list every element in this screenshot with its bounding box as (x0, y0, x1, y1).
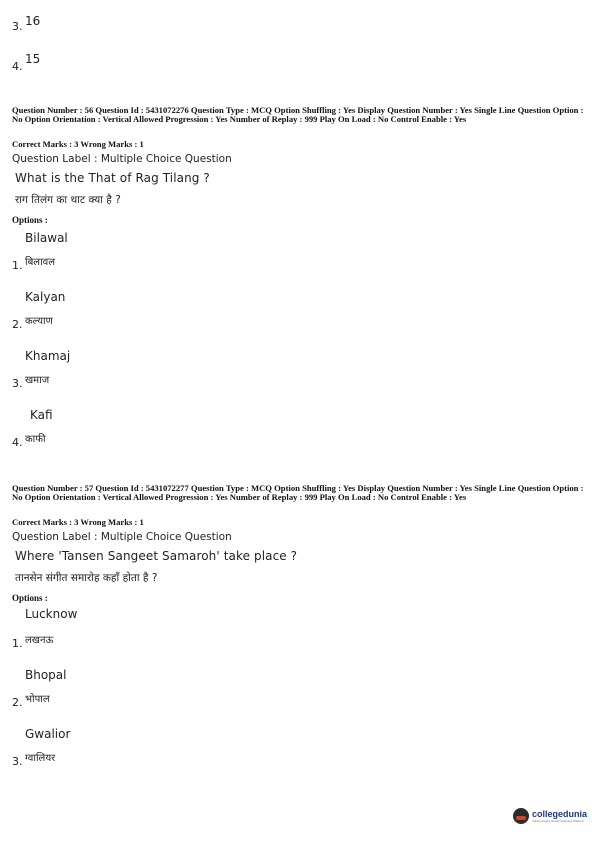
q57-option-1-hi: लखनऊ (25, 635, 54, 646)
question-56-hindi: राग तिलंग का थाट क्या है ? (15, 194, 121, 206)
q56-option-2-hi: कल्याण (25, 316, 53, 327)
q56-option-3-number[interactable]: 3. (12, 377, 23, 390)
q57-option-3-en: Gwalior (25, 727, 71, 741)
q56-option-2-number[interactable]: 2. (12, 318, 23, 331)
prev-option-4-value: 15 (25, 52, 41, 66)
q56-option-4-number[interactable]: 4. (12, 436, 23, 449)
question-57-options-heading: Options : (12, 593, 48, 603)
q56-option-1-en: Bilawal (25, 231, 68, 245)
q57-option-3-hi: ग्वालियर (25, 753, 56, 764)
question-57-hindi: तानसेन संगीत समारोह कहाँ होता है ? (15, 572, 158, 584)
q56-option-1-number[interactable]: 1. (12, 259, 23, 272)
q57-option-1-en: Lucknow (25, 607, 78, 621)
q57-option-2-hi: भोपाल (25, 694, 50, 705)
question-56-label: Question Label : Multiple Choice Question (12, 153, 232, 165)
logo-tagline: India's largest Student Review Platform (531, 818, 585, 823)
question-56-text: What is the That of Rag Tilang ? (15, 171, 210, 185)
q56-option-1-hi: बिलावल (25, 257, 56, 268)
prev-option-3-number: 3. (12, 20, 23, 33)
question-57-label: Question Label : Multiple Choice Question (12, 531, 232, 543)
question-56-meta: Question Number : 56 Question Id : 5431072276 Question Type : MCQ Option Shuffling : Yes Display Question Number : Yes Single Line Question Option : No Option Orientation : Vertical Allowed Progression : Yes Number of Replay : 999 Play On Load : No Control Enable : Yes (12, 105, 584, 125)
question-56-marks: Correct Marks : 3 Wrong Marks : 1 (12, 139, 144, 149)
graduate-mascot-icon (513, 808, 529, 824)
collegedunia-logo (513, 808, 587, 824)
q57-option-2-en: Bhopal (25, 668, 67, 682)
q56-option-3-en: Khamaj (25, 349, 71, 363)
question-57-text: Where 'Tansen Sangeet Samaroh' take place ? (15, 549, 298, 563)
q57-option-3-number[interactable]: 3. (12, 755, 23, 768)
q56-option-2-en: Kalyan (25, 290, 66, 304)
question-56-options-heading: Options : (12, 215, 48, 225)
q57-option-2-number[interactable]: 2. (12, 696, 23, 709)
prev-option-3-value: 16 (25, 14, 41, 28)
q56-option-4-en: Kafi (30, 408, 53, 422)
q57-option-1-number[interactable]: 1. (12, 637, 23, 650)
question-57-marks: Correct Marks : 3 Wrong Marks : 1 (12, 517, 144, 527)
prev-option-4-number: 4. (12, 60, 23, 73)
q56-option-3-hi: खमाज (25, 375, 50, 386)
logo-name: collegedunia (531, 808, 587, 819)
question-57-meta: Question Number : 57 Question Id : 5431072277 Question Type : MCQ Option Shuffling : Yes Display Question Number : Yes Single Line Question Option : No Option Orientation : Vertical Allowed Progression : Yes Number of Replay : 999 Play On Load : No Control Enable : Yes (12, 483, 584, 503)
q56-option-4-hi: काफी (25, 434, 46, 445)
